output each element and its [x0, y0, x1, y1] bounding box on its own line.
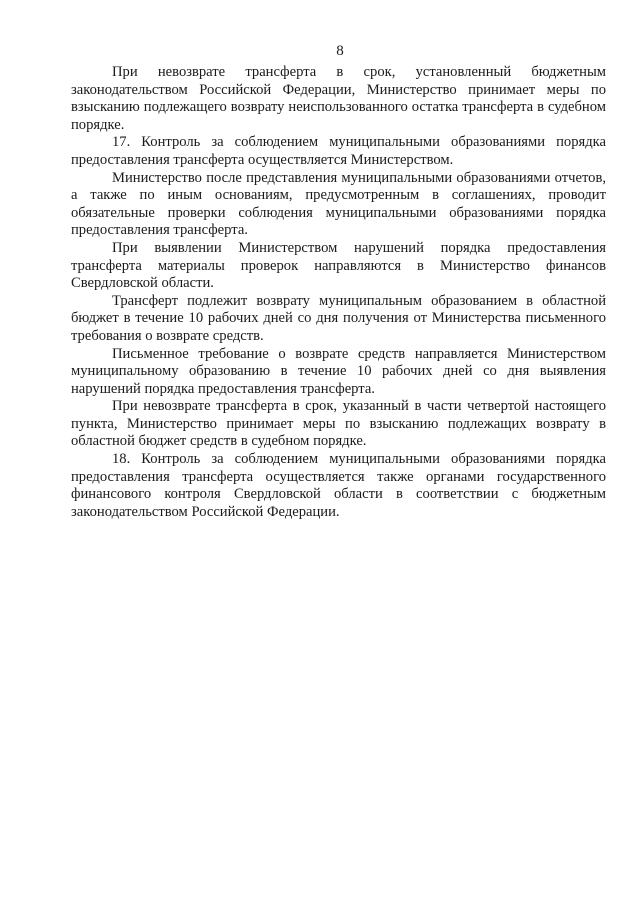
- paragraph-violations: При выявлении Министерством нарушений порядка предоставления трансферта материалы проверок направляются в Министерство финансов Свердловской области.: [71, 239, 606, 292]
- paragraph-refund-deadline: Трансферт подлежит возврату муниципальным образованием в областной бюджет в течение 10 рабочих дней со дня получения от Министерства письменного требования о возврате средств.: [71, 292, 606, 344]
- paragraph-written-demand: Письменное требование о возврате средств направляется Министерством муниципальному образованию в течение 10 рабочих дней со дня выявления нарушений порядка предоставления трансферта.: [71, 345, 606, 397]
- paragraph-18-state-control: 18. Контроль за соблюдением муниципальными образованиями порядка предоставления трансферта осуществляется также органами государственного финансового контроля Свердловской области в соответствии с бюджетным законодательством Российской Федерации.: [71, 451, 606, 520]
- document-body: [71, 64, 606, 521]
- paragraph-17-control: 17. Контроль за соблюдением муниципальными образованиями порядка предоставления трансферта осуществляется Министерством.: [71, 134, 606, 168]
- paragraph-inspections: Министерство после представления муниципальными образованиями отчетов, а также по иным основаниям, предусмотренным в соглашениях, проводит обязательные проверки соблюдения муниципальными образованиями порядка предоставления трансферта.: [71, 169, 606, 239]
- paragraph-court-recovery: При невозврате трансферта в срок, указанный в части четвертой настоящего пункта, Министерство принимает меры по взысканию подлежащих возврату в областной бюджет средств в судебном порядке.: [71, 398, 606, 450]
- page-number: 8: [336, 43, 344, 59]
- paragraph-return-court: При невозврате трансферта в срок, установленный бюджетным законодательством Российской Федерации, Министерство принимает меры по взысканию подлежащего возврату неиспользованного остатка трансферта в судебном порядке.: [71, 64, 606, 133]
